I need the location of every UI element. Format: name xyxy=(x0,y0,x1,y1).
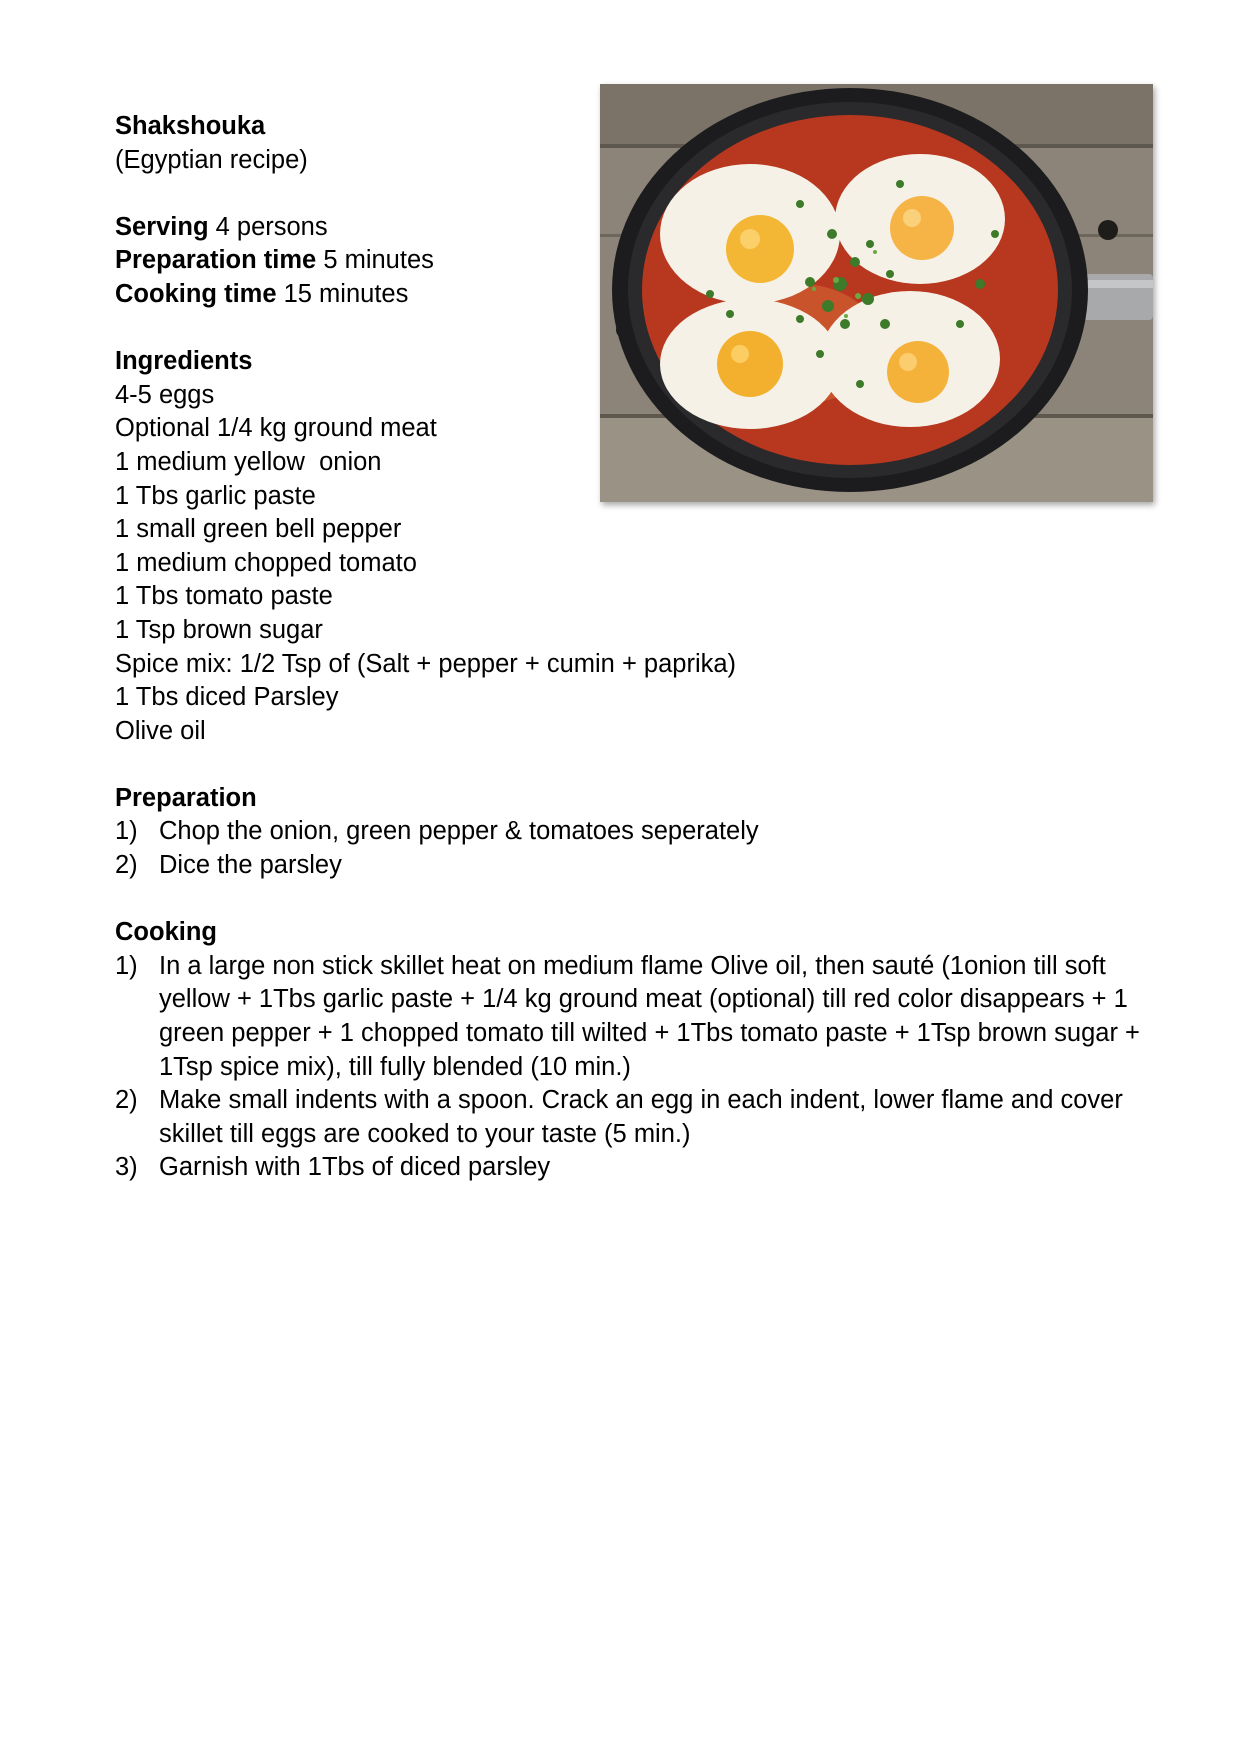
preparation-step xyxy=(115,815,1155,849)
ingredient-item: 1 Tbs diced Parsley xyxy=(115,683,339,712)
step-text: In a large non stick skillet heat on medium flame Olive oil, then sauté (1onion till soft yellow + 1Tbs garlic paste + 1/4 kg ground meat (optional) till red color disappears + 1 green pepper + 1 chopped tomato till wilted + 1Tbs tomato paste + 1Tsp brown sugar + 1Tsp spice mix), till fully blended (10 min.) xyxy=(159,951,1140,1081)
skillet-image xyxy=(600,84,1153,502)
yolk-shine xyxy=(903,209,921,227)
preparation-heading: Preparation xyxy=(115,783,257,812)
preparation-step xyxy=(115,849,1155,883)
step-text: Dice the parsley xyxy=(159,851,342,880)
spacer xyxy=(115,748,1155,782)
yolk-shine xyxy=(740,229,760,249)
ingredient-item: Optional 1/4 kg ground meat xyxy=(115,414,437,443)
preparation-steps xyxy=(115,815,1155,882)
spacer xyxy=(115,883,1155,917)
egg-yolk xyxy=(726,215,794,283)
cooking-step xyxy=(115,950,1159,1084)
step-number: 3) xyxy=(115,1153,138,1182)
step-text: Make small indents with a spoon. Crack an egg in each indent, lower flame and cover skillet till eggs are cooked to your taste (5 min.) xyxy=(159,1086,1123,1148)
shakshouka-photo xyxy=(600,84,1153,502)
step-number: 1) xyxy=(115,817,138,846)
ingredient-item: 1 small green bell pepper xyxy=(115,515,402,544)
step-text: Chop the onion, green pepper & tomatoes seperately xyxy=(159,817,759,846)
recipe-title: Shakshouka xyxy=(115,112,266,140)
egg-yolk xyxy=(717,331,783,397)
step-number: 2) xyxy=(115,1086,138,1115)
meta-value: 15 minutes xyxy=(276,279,409,308)
ingredient-item: 1 medium yellow onion xyxy=(115,447,382,476)
board-hole xyxy=(1098,220,1118,240)
ingredient-item: 4-5 eggs xyxy=(115,380,215,409)
cooking-steps xyxy=(115,950,1155,1185)
ingredient-item: Spice mix: 1/2 Tsp of (Salt + pepper + cumin + paprika) xyxy=(115,649,737,678)
cooking-step xyxy=(115,1084,1159,1151)
cooking-step xyxy=(115,1151,1159,1185)
ingredients-heading: Ingredients xyxy=(115,347,253,376)
egg-yolk xyxy=(890,196,954,260)
ingredient-item: Olive oil xyxy=(115,716,206,745)
yolk-shine xyxy=(899,353,917,371)
meta-label: Serving xyxy=(115,212,209,241)
ingredient-item: 1 Tbs tomato paste xyxy=(115,582,333,611)
cooking-heading: Cooking xyxy=(115,918,217,947)
meta-value: 5 minutes xyxy=(316,246,434,275)
step-text: Garnish with 1Tbs of diced parsley xyxy=(159,1153,551,1182)
meta-label: Cooking time xyxy=(115,279,277,308)
step-number: 2) xyxy=(115,851,138,880)
ingredient-item: 1 medium chopped tomato xyxy=(115,548,417,577)
yolk-shine xyxy=(731,345,749,363)
ingredient-item: 1 Tbs garlic paste xyxy=(115,481,316,510)
egg-yolk xyxy=(887,341,949,403)
recipe-subtitle: (Egyptian recipe) xyxy=(115,145,308,174)
meta-value: 4 persons xyxy=(208,212,328,241)
step-number: 1) xyxy=(115,951,138,980)
ingredient-item: 1 Tsp brown sugar xyxy=(115,615,323,644)
meta-label: Preparation time xyxy=(115,246,317,275)
